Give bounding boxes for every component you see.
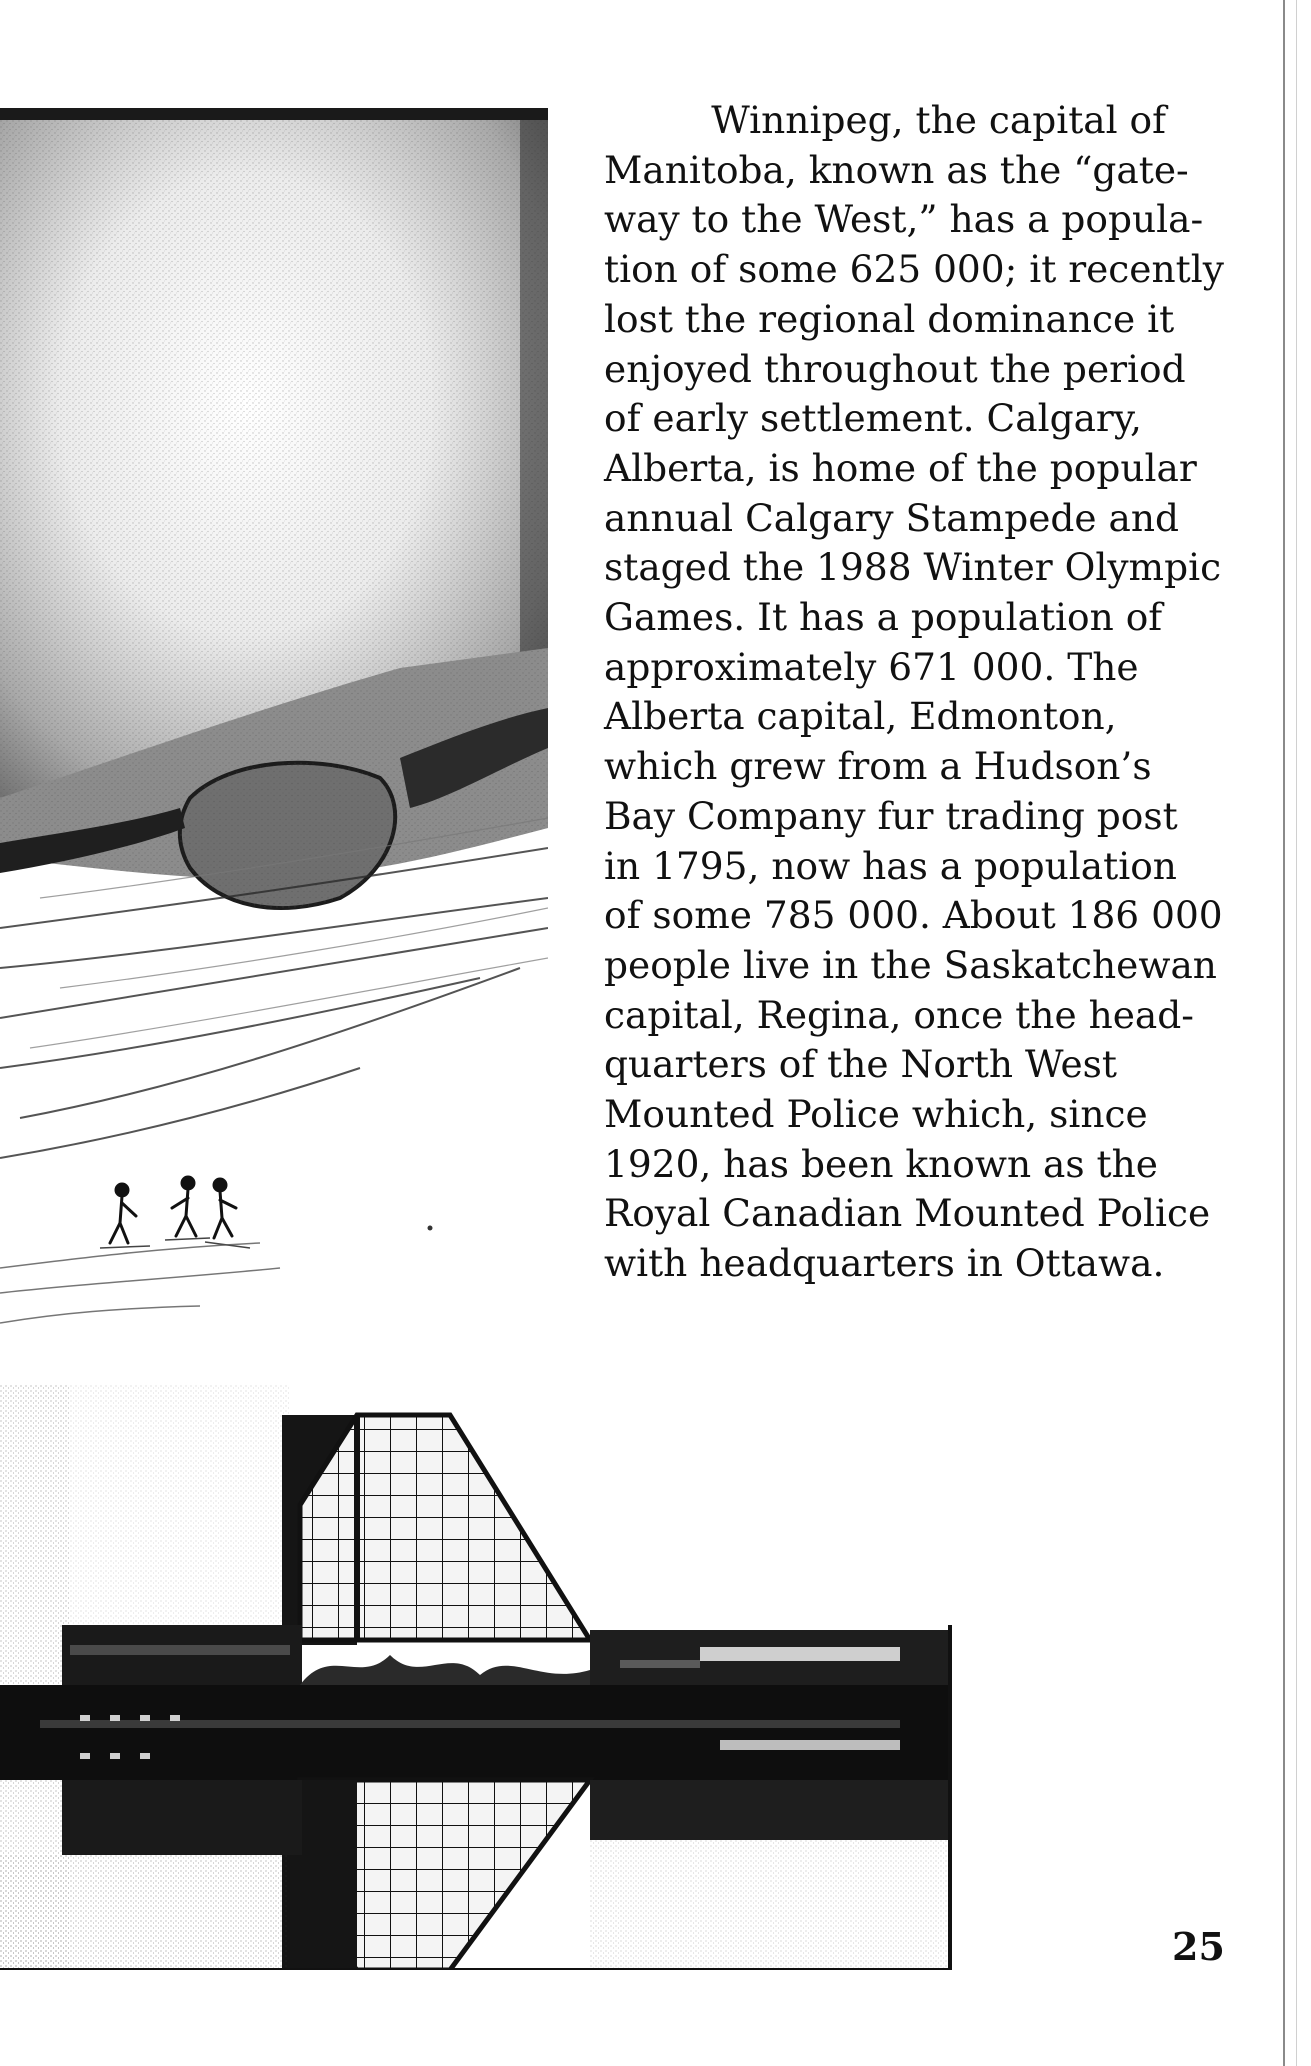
text-line: quarters of the North West bbox=[604, 1042, 1117, 1087]
body-text bbox=[604, 96, 1224, 1289]
text-line: people live in the Saskatchewan bbox=[604, 942, 1217, 987]
text-line: Bay Company fur trading post bbox=[604, 793, 1178, 838]
text-line: Mounted Police which, since bbox=[604, 1092, 1148, 1137]
text-line: Alberta capital, Edmonton, bbox=[604, 694, 1117, 739]
text-line: which grew from a Hudson’s bbox=[604, 744, 1152, 789]
page-number: 25 bbox=[1172, 1924, 1225, 1969]
building-photo bbox=[0, 1385, 952, 1970]
page-edge-rule-secondary bbox=[1296, 0, 1297, 2066]
text-line: of some 785 000. About 186 000 bbox=[604, 893, 1223, 938]
text-line: enjoyed throughout the period bbox=[604, 346, 1186, 391]
text-line: Games. It has a population of bbox=[604, 595, 1163, 640]
text-line: 1920, has been known as the bbox=[604, 1141, 1158, 1186]
text-line: lost the regional dominance it bbox=[604, 296, 1175, 341]
text-line: with headquarters in Ottawa. bbox=[604, 1241, 1165, 1286]
text-line: Alberta, is home of the popular bbox=[604, 445, 1197, 490]
text-line: annual Calgary Stampede and bbox=[604, 495, 1180, 540]
text-line: in 1795, now has a population bbox=[604, 843, 1177, 888]
text-line: capital, Regina, once the head- bbox=[604, 992, 1194, 1037]
text-line: Royal Canadian Mounted Police bbox=[604, 1191, 1211, 1236]
page-edge-rule bbox=[1283, 0, 1285, 2066]
text-line: approximately 671 000. The bbox=[604, 644, 1139, 689]
text-line: tion of some 625 000; it recently bbox=[604, 247, 1224, 292]
text-line: of early settlement. Calgary, bbox=[604, 396, 1142, 441]
text-line: way to the West,” has a popula- bbox=[604, 197, 1204, 242]
text-line: Winnipeg, the capital of bbox=[604, 98, 1166, 142]
landscape-photo bbox=[0, 108, 548, 1338]
text-line: staged the 1988 Winter Olympic bbox=[604, 545, 1222, 590]
text-line: Manitoba, known as the “gate- bbox=[604, 147, 1189, 192]
